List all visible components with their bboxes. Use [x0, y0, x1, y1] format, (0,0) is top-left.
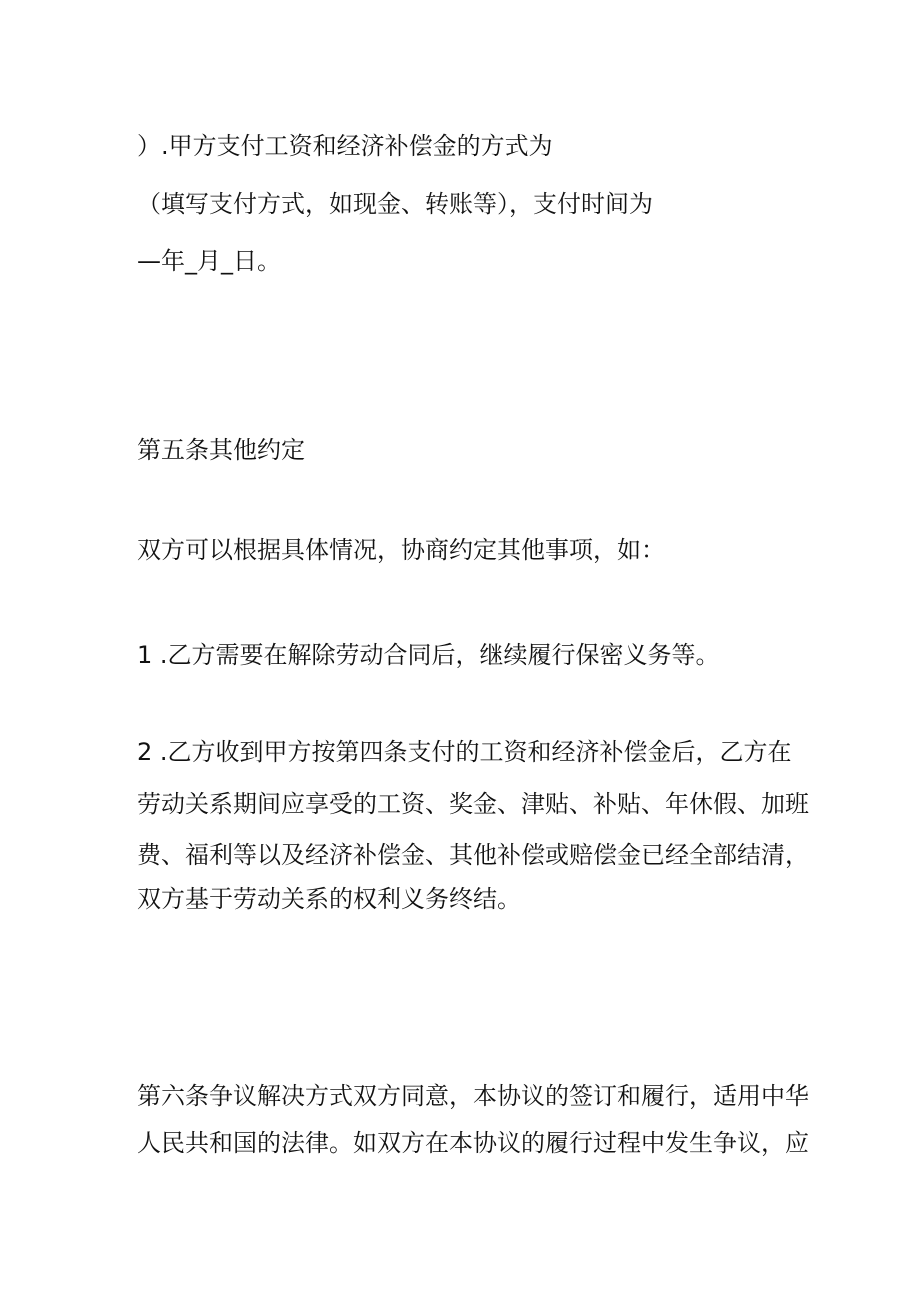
payment-method-note-line: （填写支付方式，如现金、转账等），支付时间为 [137, 190, 653, 218]
article-5-item-2-line-4: 双方基于劳动关系的权利义务终结。 [137, 885, 521, 913]
article-5-item-2-line-1: 2 .乙方收到甲方按第四条支付的工资和经济补偿金后，乙方在 [137, 738, 792, 766]
article-5-intro: 双方可以根据具体情况，协商约定其他事项，如： [137, 536, 665, 564]
article-6-line-2: 人民共和国的法律。如双方在本协议的履行过程中发生争议，应 [137, 1129, 809, 1157]
article-5-heading: 第五条其他约定 [137, 436, 305, 464]
article-5-item-1: 1 .乙方需要在解除劳动合同后，继续履行保密义务等。 [137, 641, 720, 669]
article-6-line-1: 第六条争议解决方式双方同意，本协议的签订和履行，适用中华 [137, 1082, 809, 1110]
payment-method-line: ）.甲方支付工资和经济补偿金的方式为 [137, 132, 553, 160]
article-5-item-2-line-2: 劳动关系期间应享受的工资、奖金、津贴、补贴、年休假、加班 [137, 790, 809, 818]
article-5-item-2-line-3: 费、福利等以及经济补偿金、其他补偿或赔偿金已经全部结清， [137, 841, 809, 869]
payment-date-line: —年_月_日。 [137, 247, 281, 275]
